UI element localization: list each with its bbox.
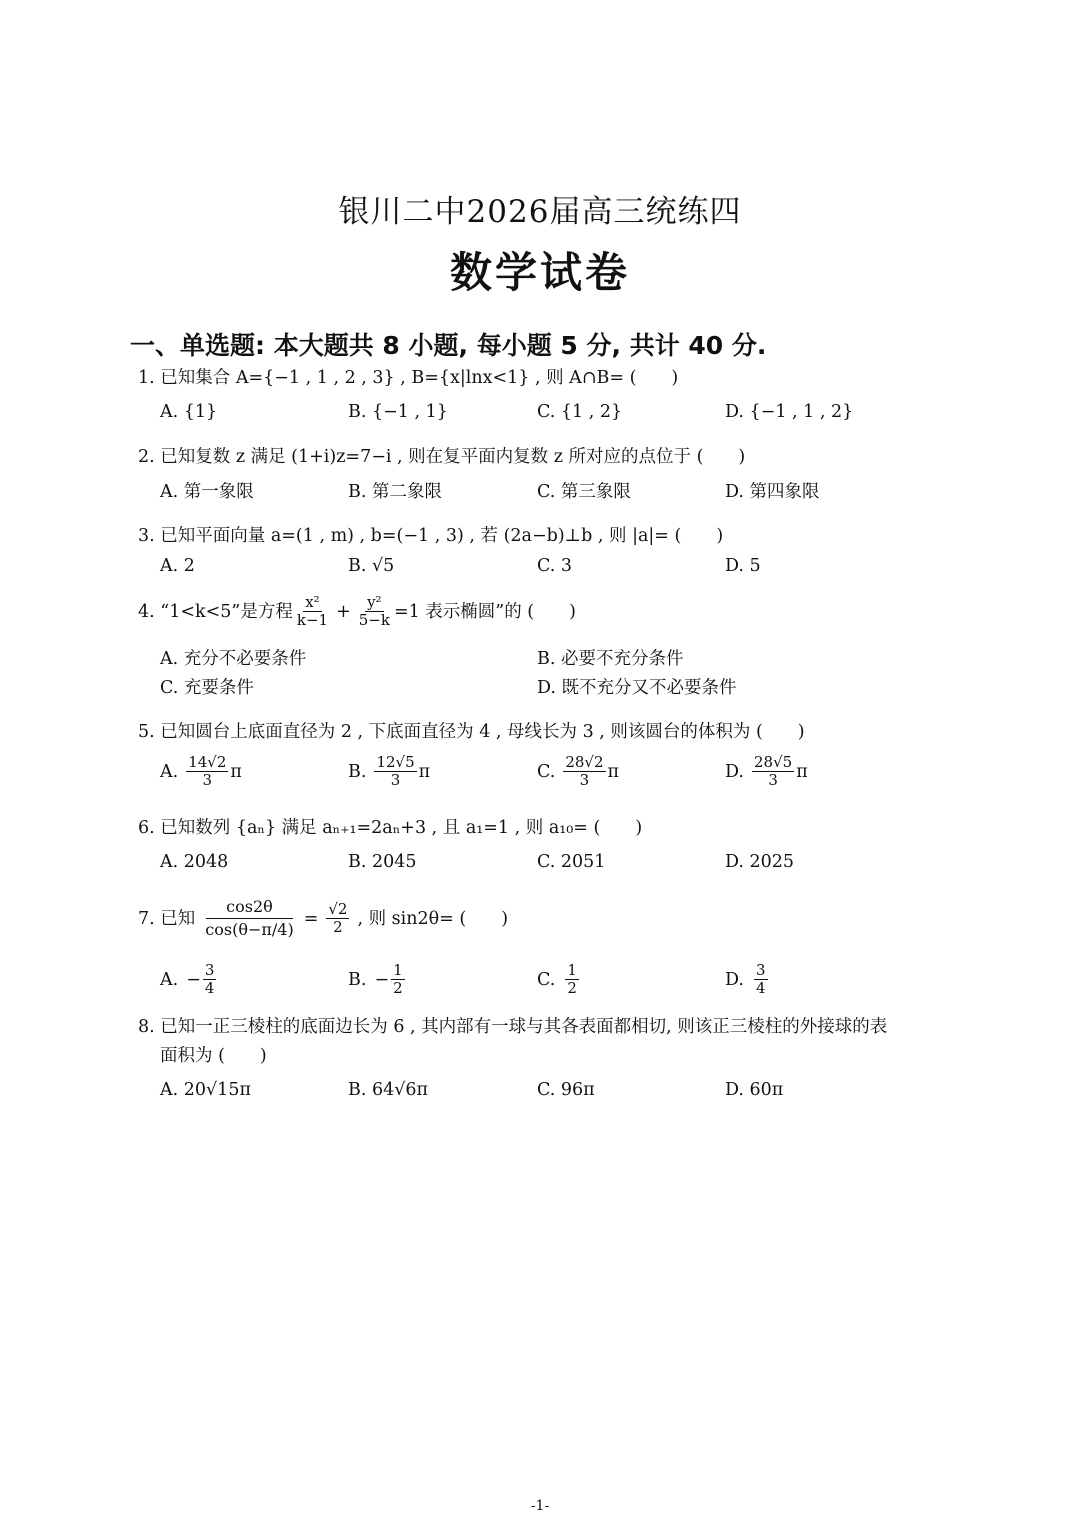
question-4-stem-prefix: 4. “1<k<5”是方程 <box>138 601 293 622</box>
question-4-stem <box>138 594 576 629</box>
option-fraction <box>374 754 416 789</box>
fraction-numerator: 1 <box>567 961 577 979</box>
option-label: A. <box>160 969 179 990</box>
question-5-option-a <box>160 754 242 789</box>
option-fraction <box>391 962 405 997</box>
question-4-option-b: B. 必要不充分条件 <box>537 649 684 669</box>
question-3-option-b: B. √5 <box>348 556 395 576</box>
question-8-stem-line1: 8. 已知一正三棱柱的底面边长为 6 , 其内部有一球与其各表面都相切, 则该正三棱柱的外接球的表 <box>138 1017 888 1037</box>
option-label: A. <box>160 761 179 782</box>
option-sign: − <box>374 969 390 990</box>
question-8-option-d: D. 60π <box>725 1080 784 1100</box>
question-5-option-c <box>537 754 619 789</box>
fraction-numerator: x² <box>305 593 320 611</box>
fraction-numerator: 28√2 <box>565 753 604 771</box>
question-7-option-a <box>160 962 218 997</box>
question-3-option-a: A. 2 <box>160 556 195 576</box>
fraction-numerator: 14√2 <box>188 753 227 771</box>
option-pi: π <box>418 761 431 782</box>
fraction-denominator: 2 <box>567 979 577 997</box>
question-7-fraction-rhs <box>326 901 349 936</box>
question-8-option-c: C. 96π <box>537 1080 595 1100</box>
fraction-denominator: cos(θ−π/4) <box>205 920 294 939</box>
exam-title-subject: 数学试卷 <box>449 248 630 297</box>
question-7-stem-suffix: , 则 sin2θ= ( ) <box>357 908 509 929</box>
question-8-stem-line2: 面积为 ( ) <box>160 1046 267 1066</box>
fraction-denominator: 3 <box>768 771 778 789</box>
question-2-option-b: B. 第二象限 <box>348 482 442 502</box>
fraction-numerator: 28√5 <box>753 753 793 771</box>
fraction-denominator: 4 <box>204 979 215 997</box>
fraction-denominator: 5−k <box>358 611 390 629</box>
fraction-numerator: 3 <box>204 961 215 979</box>
question-4-plus: + <box>336 601 351 622</box>
option-label: B. <box>348 969 367 990</box>
question-4-option-d: D. 既不充分又不必要条件 <box>537 678 737 698</box>
question-6-option-d: D. 2025 <box>725 852 795 872</box>
question-5-option-b <box>348 754 430 789</box>
question-4-option-a: A. 充分不必要条件 <box>160 649 307 669</box>
question-7-option-c <box>537 962 581 997</box>
fraction-denominator: 4 <box>755 979 766 997</box>
question-6-option-c: C. 2051 <box>537 852 606 872</box>
fraction-denominator: k−1 <box>296 611 329 629</box>
question-6-stem: 6. 已知数列 {aₙ} 满足 aₙ₊₁=2aₙ+3 , 且 a₁=1 , 则 a₁₀= ( ) <box>138 818 643 838</box>
exam-title-school: 银川二中2026届高三统练四 <box>338 194 742 230</box>
page-number: -1- <box>530 1498 550 1514</box>
question-5-option-d <box>725 754 808 789</box>
question-7-option-d <box>725 962 770 997</box>
fraction-numerator: cos2θ <box>206 896 293 919</box>
option-fraction <box>565 962 579 997</box>
question-4-option-c: C. 充要条件 <box>160 678 254 698</box>
fraction-numerator: 12√5 <box>376 753 415 771</box>
option-pi: π <box>607 761 620 782</box>
option-sign: − <box>186 969 201 990</box>
option-label: D. <box>725 969 744 990</box>
fraction-numerator: 3 <box>755 961 766 979</box>
fraction-denominator: 3 <box>579 771 590 789</box>
question-7-stem-prefix: 7. 已知 <box>138 908 196 929</box>
section-heading: 一、单选题: 本大题共 8 小题, 每小题 5 分, 共计 40 分. <box>130 331 767 360</box>
option-label: C. <box>537 761 556 782</box>
option-label: D. <box>725 761 744 782</box>
question-6-option-a: A. 2048 <box>160 852 229 872</box>
fraction-numerator: y² <box>367 593 382 611</box>
option-label: C. <box>537 969 556 990</box>
question-1-option-a: A. {1} <box>160 402 218 422</box>
question-2-option-a: A. 第一象限 <box>160 482 254 502</box>
question-1-stem: 1. 已知集合 A={−1 , 1 , 2 , 3} , B={x|lnx<1} , 则 A∩B= ( ) <box>138 368 679 388</box>
question-4-fraction-x <box>295 594 330 629</box>
option-fraction <box>563 754 605 789</box>
question-7-equals: = <box>303 908 319 929</box>
question-2-option-c: C. 第三象限 <box>537 482 631 502</box>
question-7-fraction-lhs <box>203 896 295 941</box>
fraction-denominator: 3 <box>202 771 213 789</box>
question-2-option-d: D. 第四象限 <box>725 482 820 502</box>
question-3-stem: 3. 已知平面向量 a=(1 , m) , b=(−1 , 3) , 若 (2a−b)⊥b , 则 |a|= ( ) <box>138 526 724 546</box>
option-pi: π <box>230 761 242 782</box>
option-fraction <box>203 962 217 997</box>
question-5-stem: 5. 已知圆台上底面直径为 2 , 下底面直径为 4 , 母线长为 3 , 则该圆台的体积为 ( ) <box>138 722 805 742</box>
question-3-option-c: C. 3 <box>537 556 573 576</box>
question-8-option-b: B. 64√6π <box>348 1080 429 1100</box>
fraction-numerator: √2 <box>328 900 348 918</box>
option-fraction <box>752 754 794 789</box>
question-1-option-d: D. {−1 , 1 , 2} <box>725 402 854 422</box>
question-1-option-c: C. {1 , 2} <box>537 402 623 422</box>
question-2-stem: 2. 已知复数 z 满足 (1+i)z=7−i , 则在复平面内复数 z 所对应的点位于 ( ) <box>138 447 746 467</box>
question-7-option-b <box>348 962 407 997</box>
fraction-numerator: 1 <box>393 961 403 979</box>
question-8-option-a: A. 20√15π <box>160 1080 251 1100</box>
option-fraction <box>754 962 768 997</box>
question-4-fraction-y <box>357 594 392 629</box>
question-7-stem <box>138 896 508 941</box>
fraction-denominator: 3 <box>390 771 401 789</box>
fraction-denominator: 2 <box>393 979 403 997</box>
question-4-stem-suffix: =1 表示椭圆”的 ( ) <box>393 601 576 622</box>
option-fraction <box>186 754 228 789</box>
option-label: B. <box>348 761 367 782</box>
question-6-option-b: B. 2045 <box>348 852 417 872</box>
question-1-option-b: B. {−1 , 1} <box>348 402 448 422</box>
option-pi: π <box>796 761 808 782</box>
fraction-denominator: 2 <box>333 918 343 936</box>
question-3-option-d: D. 5 <box>725 556 761 576</box>
